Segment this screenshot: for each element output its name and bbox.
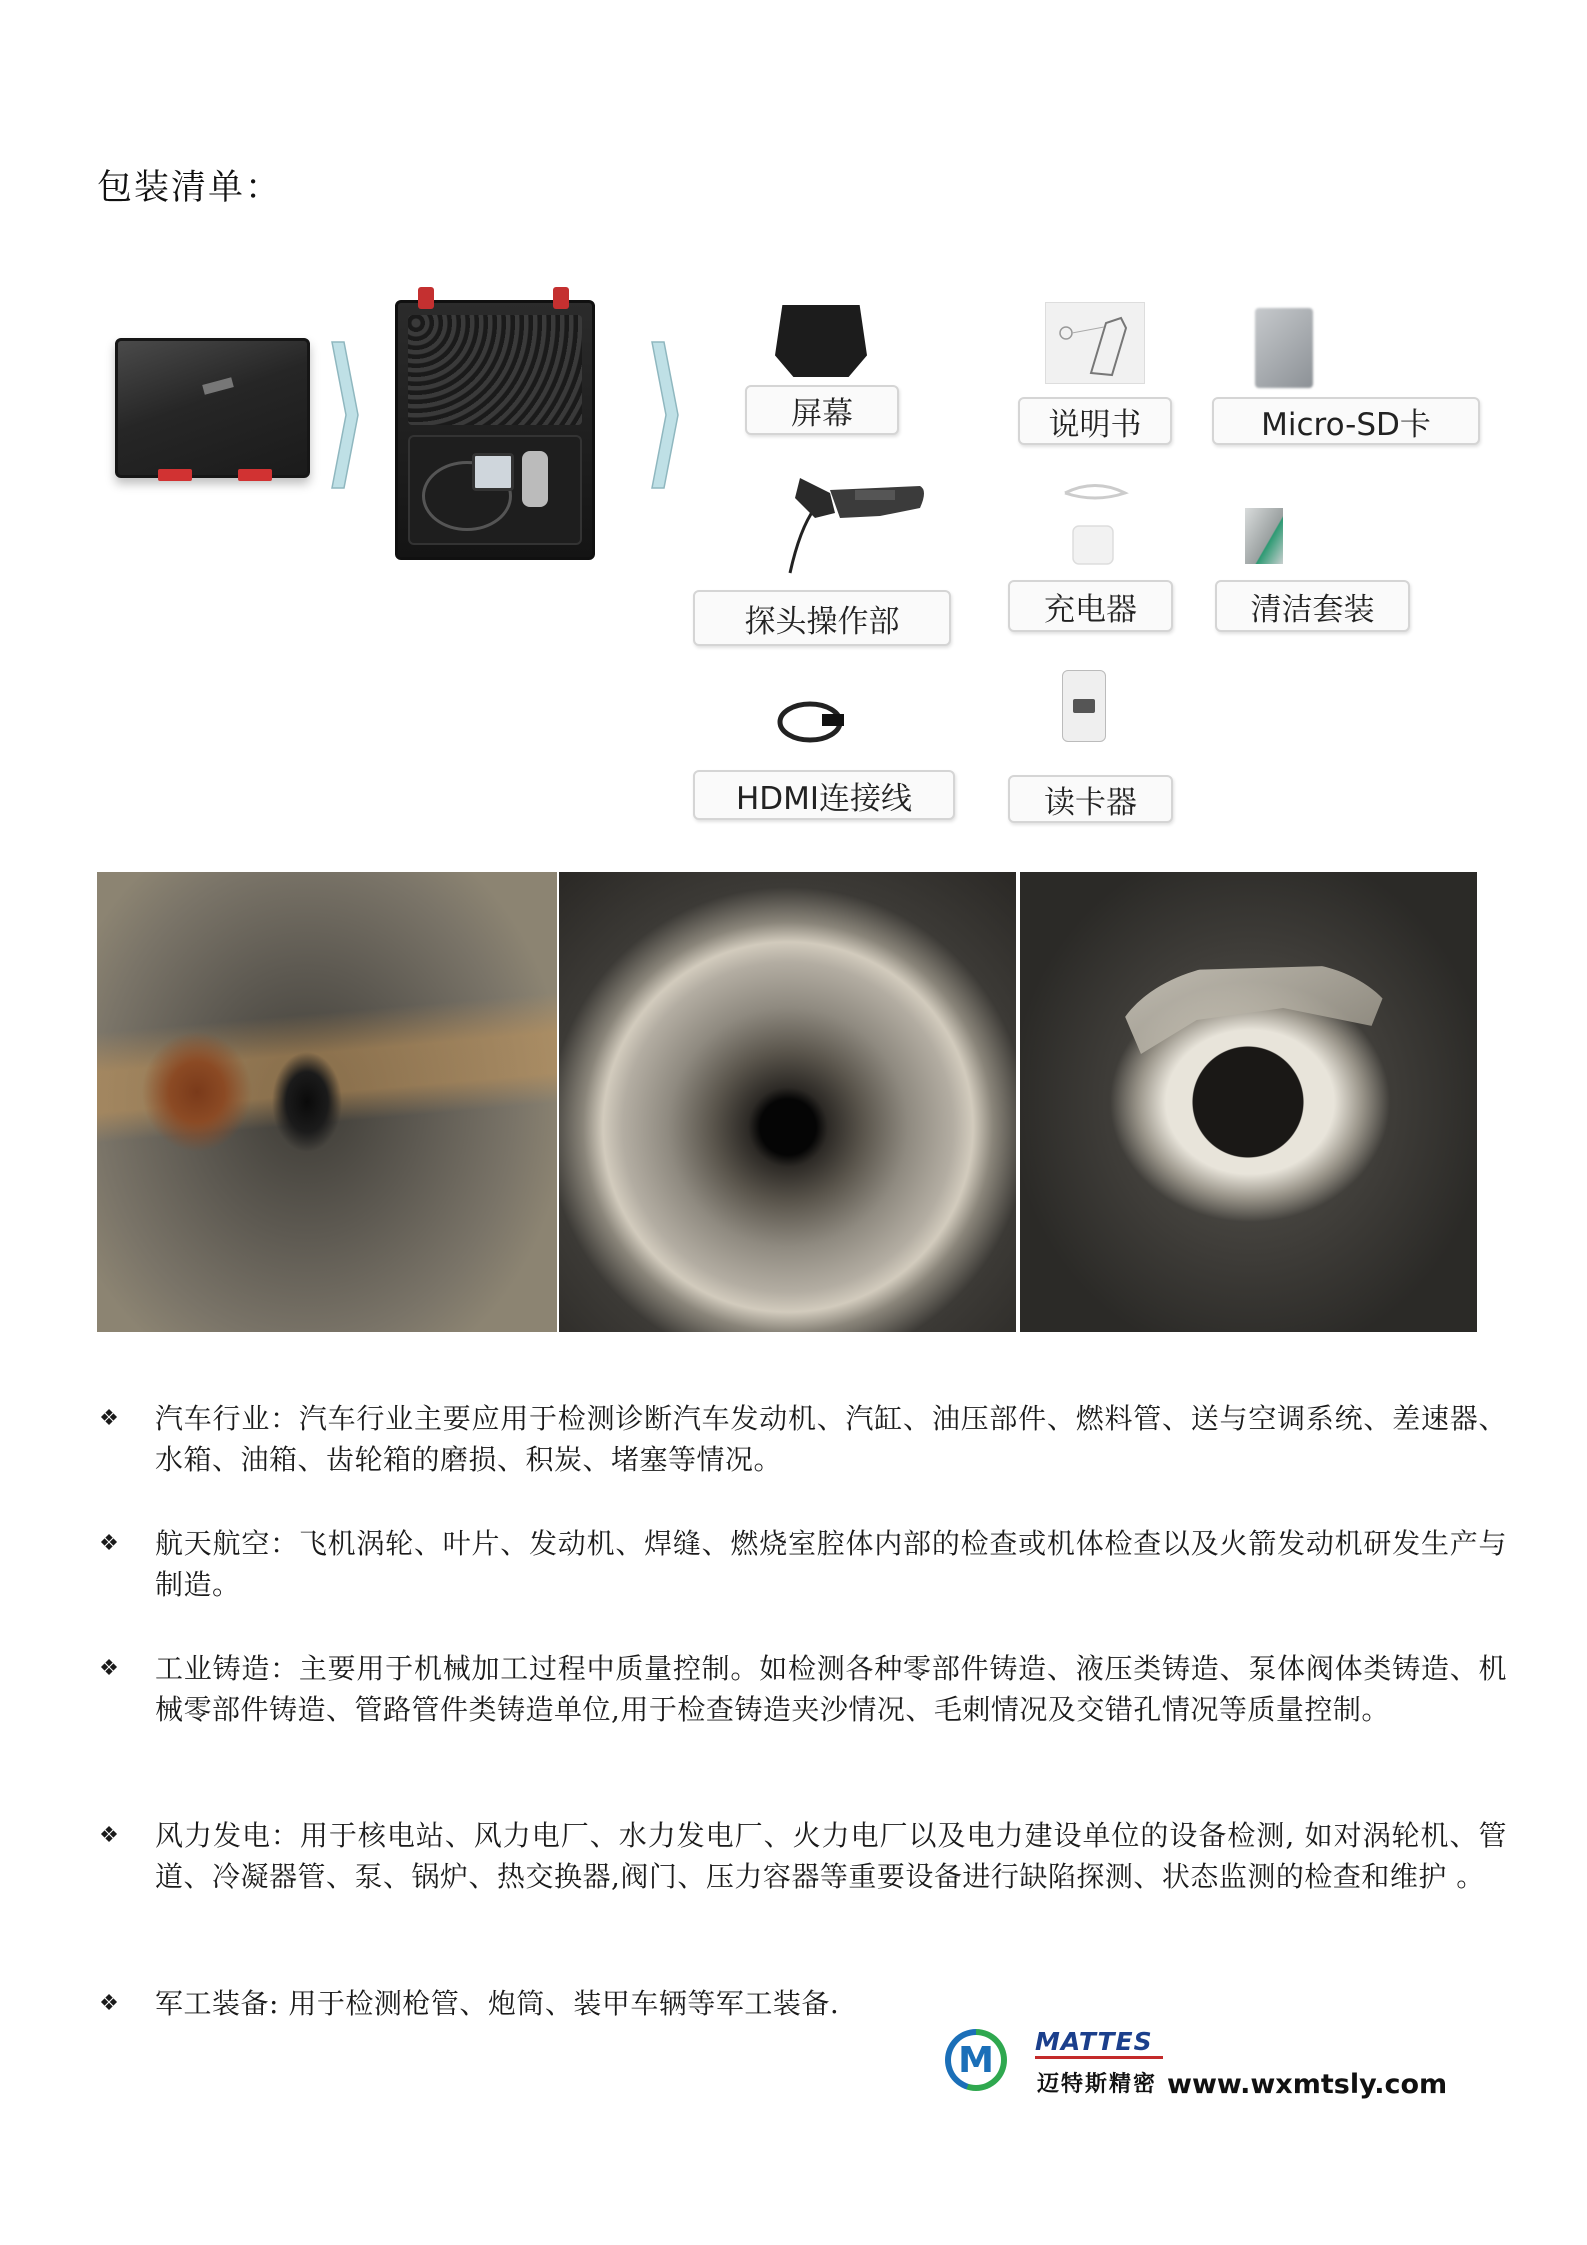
inspection-photo-casting xyxy=(1020,872,1477,1332)
website-url: www.wxmtsly.com xyxy=(1167,2069,1448,2100)
chevron-right-icon xyxy=(650,340,680,490)
label-sd-card: Micro-SD卡 xyxy=(1212,397,1480,445)
manual-image xyxy=(1045,302,1145,384)
logo-brand: MATTES xyxy=(1035,2027,1163,2059)
diamond-bullet-icon: ❖ xyxy=(99,1823,119,1848)
inspection-photo-bore xyxy=(559,872,1016,1332)
label-probe: 探头操作部 xyxy=(693,590,951,646)
label-cleaning-kit: 清洁套装 xyxy=(1215,580,1410,632)
charger-image xyxy=(1055,478,1135,568)
bullet-text: 航天航空：飞机涡轮、叶片、发动机、焊缝、燃烧室腔体内部的检查或机体检查以及火箭发动机研发生产与制造。 xyxy=(155,1527,1507,1601)
chevron-right-icon xyxy=(330,340,360,490)
bullet-item xyxy=(97,1523,1507,1605)
label-screen: 屏幕 xyxy=(745,385,899,435)
company-logo xyxy=(945,2027,1465,2107)
bullet-item xyxy=(97,1398,1507,1480)
bullet-text: 汽车行业：汽车行业主要应用于检测诊断汽车发动机、汽缸、油压部件、燃料管、送与空调系统、差速器、水箱、油箱、齿轮箱的磨损、积炭、堵塞等情况。 xyxy=(155,1402,1507,1476)
bullet-item xyxy=(97,1815,1507,1897)
hdmi-cable-image xyxy=(770,692,850,752)
screen-image xyxy=(775,305,867,377)
card-reader-image xyxy=(1062,670,1106,742)
bullet-item xyxy=(97,1648,1507,1730)
page-title: 包装清单： xyxy=(97,168,283,208)
bullet-text: 风力发电：用于核电站、风力电厂、水力发电厂、火力电厂以及电力建设单位的设备检测, 如对涡轮机、管道、冷凝器管、泵、锅炉、热交换器,阀门、压力容器等重要设备进行缺陷探测、状态监测的检查和维护 。 xyxy=(155,1819,1507,1893)
closed-case-image xyxy=(115,338,310,478)
label-card-reader: 读卡器 xyxy=(1008,775,1173,823)
bullet-text: 军工装备: 用于检测枪管、炮筒、装甲车辆等军工装备. xyxy=(155,1987,840,2020)
cleaning-kit-image xyxy=(1245,508,1283,564)
probe-handle-image xyxy=(760,468,930,578)
inspection-photo-pipe xyxy=(97,872,557,1332)
diamond-bullet-icon: ❖ xyxy=(99,1531,119,1556)
open-case-image xyxy=(395,300,595,560)
label-manual: 说明书 xyxy=(1018,397,1172,445)
sd-card-image xyxy=(1255,308,1313,388)
bullet-item xyxy=(97,1983,1507,2024)
label-hdmi-cable: HDMI连接线 xyxy=(693,770,955,820)
diamond-bullet-icon: ❖ xyxy=(99,1406,119,1431)
logo-chinese-name: 迈特斯精密 xyxy=(1037,2071,1158,2097)
diamond-bullet-icon: ❖ xyxy=(99,1656,119,1681)
bullet-text: 工业铸造：主要用于机械加工过程中质量控制。如检测各种零部件铸造、液压类铸造、泵体阀体类铸造、机械零部件铸造、管路管件类铸造单位,用于检查铸造夹沙情况、毛刺情况及交错孔情况等质量控制。 xyxy=(155,1652,1507,1726)
diamond-bullet-icon: ❖ xyxy=(99,1991,119,2016)
label-charger: 充电器 xyxy=(1008,580,1173,632)
logo-mark-icon xyxy=(945,2029,1007,2091)
